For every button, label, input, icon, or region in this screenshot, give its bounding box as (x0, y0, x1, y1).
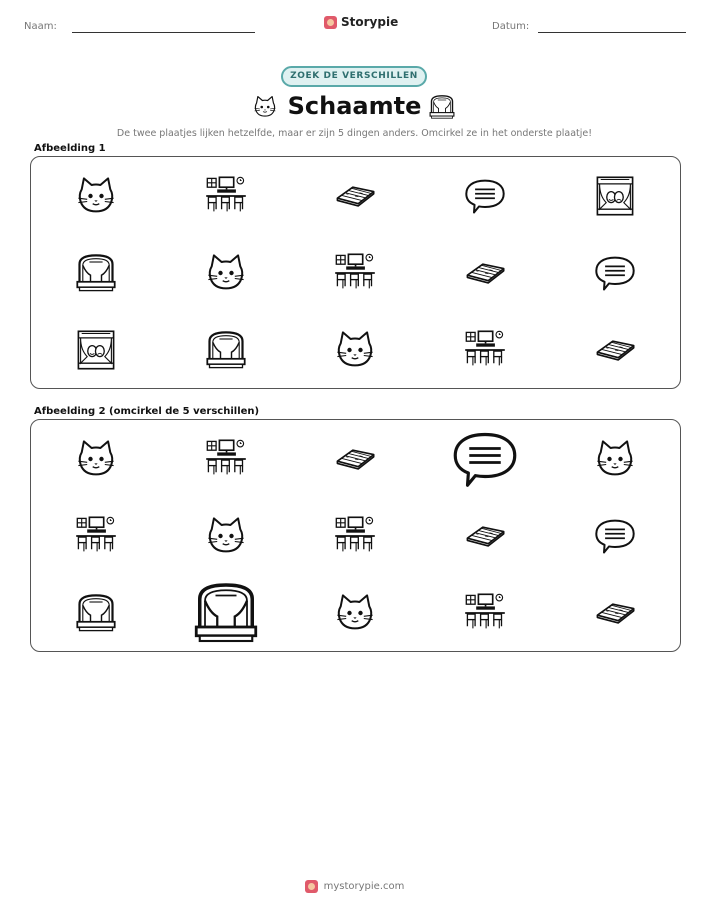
grid-cell (161, 497, 291, 574)
wood-icon (593, 328, 637, 372)
cat-icon (74, 174, 118, 218)
grid-cell (420, 311, 550, 388)
speech-icon (593, 251, 637, 295)
page-title: Schaamte (287, 92, 422, 120)
classroom-icon (204, 437, 248, 481)
name-label: Naam: (24, 21, 57, 32)
speech-icon (463, 174, 507, 218)
grid-cell (550, 497, 680, 574)
grid-cell (31, 420, 161, 497)
grid-cell (550, 420, 680, 497)
grid-cell (161, 157, 291, 234)
theater-icon (74, 328, 118, 372)
grid-cell (31, 574, 161, 651)
grid-cell (161, 420, 291, 497)
picture1-grid (31, 157, 680, 388)
grid-cell (420, 497, 550, 574)
stage-icon (74, 591, 118, 635)
classroom-icon (74, 514, 118, 558)
classroom-icon (204, 174, 248, 218)
grid-cell (31, 311, 161, 388)
storypie-logo-icon (324, 16, 337, 29)
grid-cell (161, 234, 291, 311)
speech-icon (593, 514, 637, 558)
cat-icon (333, 328, 377, 372)
grid-cell (291, 311, 421, 388)
picture2-label: Afbeelding 2 (omcirkel de 5 verschillen) (34, 406, 260, 417)
title-stage-icon (428, 93, 456, 121)
grid-cell (291, 497, 421, 574)
grid-cell (420, 574, 550, 651)
grid-cell (420, 420, 550, 497)
classroom-icon (463, 591, 507, 635)
theater-icon (593, 174, 637, 218)
grid-cell (31, 497, 161, 574)
grid-cell (550, 157, 680, 234)
brand (324, 15, 398, 29)
grid-cell (161, 311, 291, 388)
grid-cell (550, 574, 680, 651)
classroom-icon (333, 251, 377, 295)
stage-icon (191, 578, 261, 648)
cat-icon (204, 514, 248, 558)
footer-logo-icon (305, 880, 318, 893)
grid-cell (161, 574, 291, 651)
instructions: De twee plaatjes lijken hetzelfde, maar er zijn 5 dingen anders. Omcirkel ze in het onderste plaatje! (116, 128, 593, 139)
cat-icon (74, 437, 118, 481)
cat-icon (333, 591, 377, 635)
activity-badge: ZOEK DE VERSCHILLEN (281, 66, 427, 87)
date-line[interactable] (538, 32, 686, 33)
stage-icon (204, 328, 248, 372)
classroom-icon (333, 514, 377, 558)
date-label: Datum: (492, 21, 530, 32)
wood-icon (463, 251, 507, 295)
footer (0, 880, 709, 893)
grid-cell (420, 234, 550, 311)
stage-icon (74, 251, 118, 295)
wood-icon (463, 514, 507, 558)
grid-cell (291, 420, 421, 497)
grid-cell (291, 157, 421, 234)
footer-site: mystorypie.com (323, 881, 405, 892)
grid-cell (291, 574, 421, 651)
picture1-panel (30, 156, 681, 389)
grid-cell (420, 157, 550, 234)
picture2-panel[interactable] (30, 419, 681, 652)
brand-name: Storypie (341, 15, 399, 29)
cat-icon (204, 251, 248, 295)
wood-icon (593, 591, 637, 635)
name-line[interactable] (72, 32, 255, 33)
picture2-grid (31, 420, 680, 651)
grid-cell (550, 234, 680, 311)
wood-icon (333, 437, 377, 481)
grid-cell (291, 234, 421, 311)
wood-icon (333, 174, 377, 218)
picture1-label: Afbeelding 1 (34, 143, 106, 154)
grid-cell (31, 234, 161, 311)
grid-cell (31, 157, 161, 234)
cat-icon (593, 437, 637, 481)
classroom-icon (463, 328, 507, 372)
speech-icon (450, 424, 520, 494)
grid-cell (550, 311, 680, 388)
